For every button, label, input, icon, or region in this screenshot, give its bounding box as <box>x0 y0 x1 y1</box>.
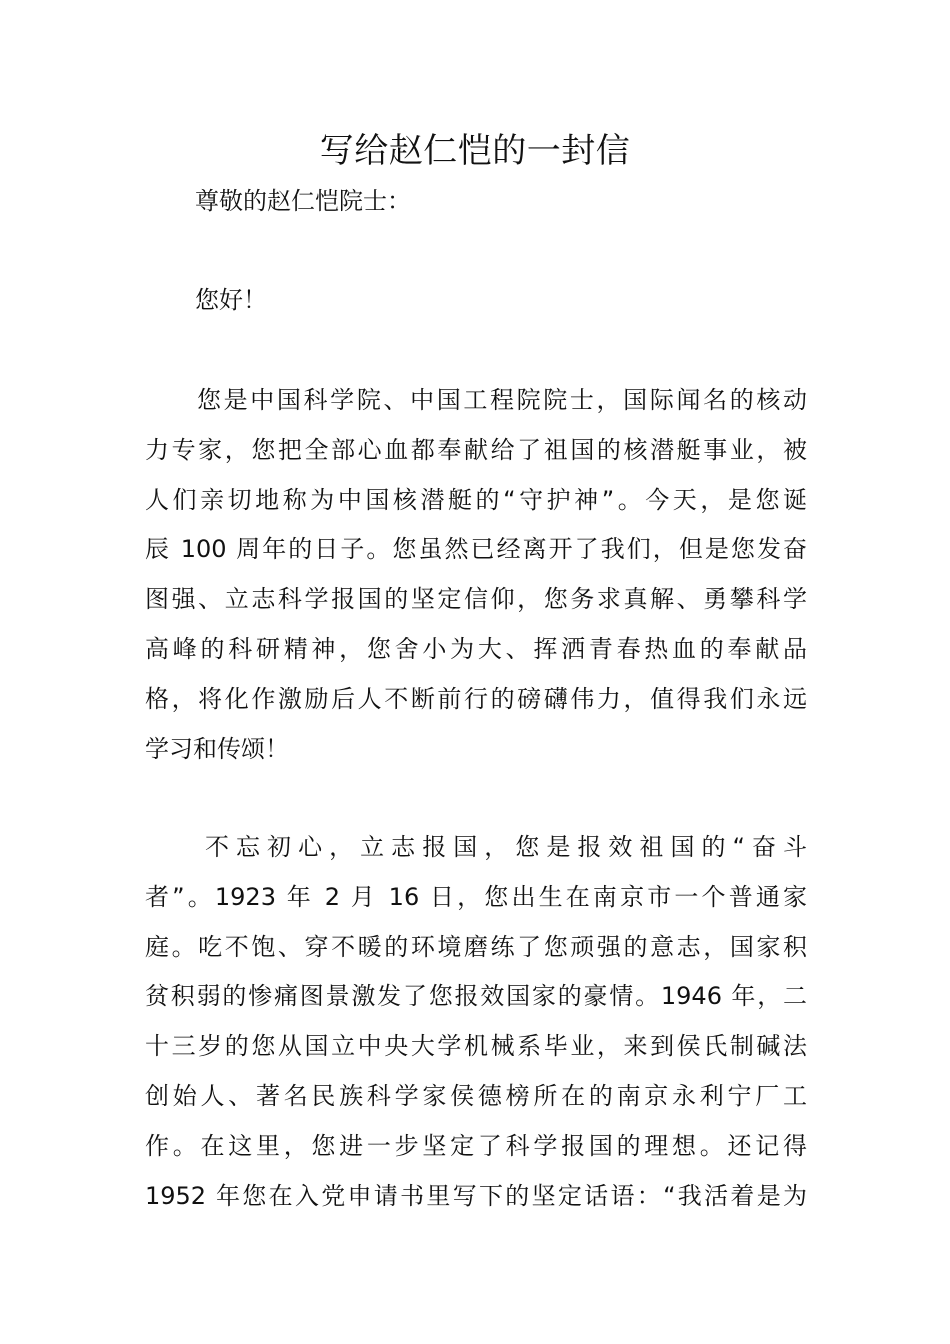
paragraph-line: 学习和传颂！ <box>145 734 289 763</box>
greeting: 您好！ <box>195 286 267 314</box>
paragraph-line: 者”。1923 年 2 月 16 日，您出生在南京市一个普通家 <box>145 882 807 911</box>
paragraph-line: 您是中国科学院、中国工程院院士，国际闻名的核动 <box>197 386 807 414</box>
paragraph-line: 1952 年您在入党申请书里写下的坚定话语：“我活着是为 <box>145 1181 807 1210</box>
paragraph-2 <box>145 823 807 1221</box>
paragraph-line: 贫积弱的惨痛图景激发了您报效国家的豪情。1946 年，二 <box>145 982 807 1011</box>
paragraph-line: 十三岁的您从国立中央大学机械系毕业，来到侯氏制碱法 <box>145 1032 807 1061</box>
paragraph-line: 格，将化作激励后人不断前行的磅礴伟力，值得我们永远 <box>145 684 807 713</box>
letter-title: 写给赵仁恺的一封信 <box>319 131 631 171</box>
paragraph-line: 辰 100 周年的日子。您虽然已经离开了我们，但是您发奋 <box>145 535 807 564</box>
paragraph-line: 创始人、著名民族科学家侯德榜所在的南京永利宁厂工 <box>145 1081 807 1110</box>
paragraph-line: 庭。吃不饱、穿不暖的环境磨练了您顽强的意志，国家积 <box>145 932 807 961</box>
paragraph-1 <box>145 376 807 774</box>
paragraph-line: 不忘初心，立志报国，您是报效祖国的“奋斗 <box>205 833 807 861</box>
paragraph-line: 图强、立志科学报国的坚定信仰，您务求真解、勇攀科学 <box>145 585 807 614</box>
salutation: 尊敬的赵仁恺院士： <box>195 187 411 215</box>
paragraph-line: 人们亲切地称为中国核潜艇的“守护神”。今天，是您诞 <box>145 485 807 514</box>
paragraph-line: 力专家，您把全部心血都奉献给了祖国的核潜艇事业，被 <box>145 435 807 464</box>
paragraph-line: 作。在这里，您进一步坚定了科学报国的理想。还记得 <box>145 1131 807 1160</box>
paragraph-line: 高峰的科研精神，您舍小为大、挥洒青春热血的奉献品 <box>145 634 807 663</box>
